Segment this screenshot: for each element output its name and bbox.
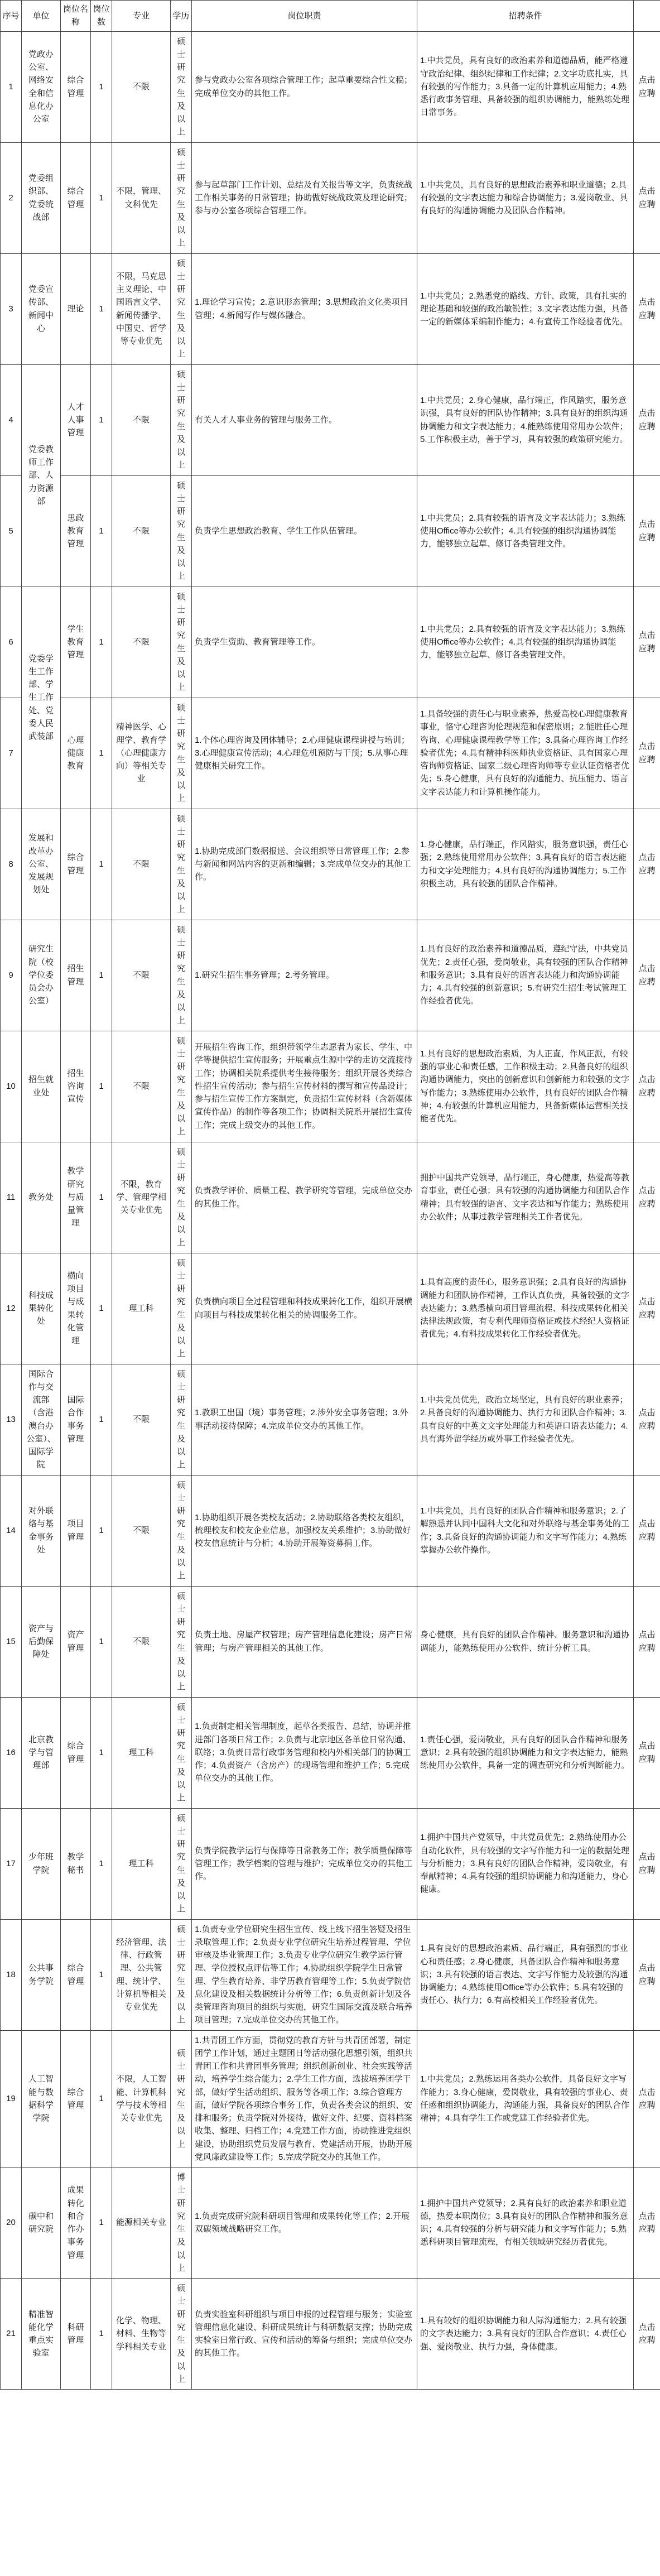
job-requirements: 1.中共党员，具有良好的团队合作精神和服务意识；2.了解熟悉并认同中国科大文化和对外联络与基金事务处的工作；3.具备良好的沟通协调能力和文字写作能力；4.熟练掌握办公软件操作。 <box>417 1475 634 1586</box>
table-row <box>1 364 660 475</box>
job-requirements: 1.具有良好的思想政治素质、品行端正，具有强烈的事业心和责任感；2.身心健康，具备团队合作精神和服务意识；3.具有较强的语言表达、文字写作能力及较强的沟通协调能力；4.熟练使用Office等办公软件；5.具有较强的责任心、执行力；6.有高校相关工作经验者优先。 <box>417 1919 634 2030</box>
education-requirement: 硕士研究生及以上 <box>171 253 192 364</box>
major-requirement: 不限 <box>112 31 171 142</box>
position-name: 综合管理 <box>61 1697 91 1808</box>
apply-link[interactable]: 点击应聘 <box>638 742 656 765</box>
education-requirement: 硕士研究生及以上 <box>171 31 192 142</box>
unit-name: 教务处 <box>22 1142 61 1253</box>
unit-name: 党委组织部、党委统战部 <box>22 142 61 253</box>
education-requirement: 硕士研究生及以上 <box>171 698 192 809</box>
position-count: 1 <box>91 1253 112 1364</box>
table-row <box>1 2030 660 2168</box>
apply-cell <box>634 1586 660 1697</box>
table-row <box>1 809 660 920</box>
job-requirements: 身心健康，具有良好的团队合作精神、服务意识和沟通协调能力，能熟练使用办公软件、统计分析工具。 <box>417 1586 634 1697</box>
position-count: 1 <box>91 475 112 587</box>
position-name: 人才人事管理 <box>61 364 91 475</box>
apply-cell <box>634 1475 660 1586</box>
education-requirement: 硕士研究生及以上 <box>171 809 192 920</box>
apply-cell <box>634 698 660 809</box>
major-requirement: 理工科 <box>112 1808 171 1919</box>
major-requirement: 精神医学、心理学、教育学（心理健康方向）等相关专业 <box>112 698 171 809</box>
apply-link[interactable]: 点击应聘 <box>638 1186 656 1209</box>
job-requirements: 拥护中国共产党领导，品行端正，身心健康，热爱高等教育事业，责任心强；具有较强的沟通协调能力和团队合作精神；具有较强的语言、文字表达和写作能力；熟练使用办公软件；从事过教学管理相关工作者优先。 <box>417 1142 634 1253</box>
position-count: 1 <box>91 2279 112 2390</box>
job-duties: 负责学院教学运行与保障等日常教务工作；教学质量保障等管理工作；教学档案的管理与维护；完成单位交办的其他工作。 <box>192 1808 417 1919</box>
header-unit: 单位 <box>22 1 61 32</box>
apply-link[interactable]: 点击应聘 <box>638 2087 656 2110</box>
unit-name: 少年班学院 <box>22 1808 61 1919</box>
unit-name: 党委教师工作部、人力资源部 <box>22 364 61 587</box>
unit-name: 发展和改革办公室、发展规划处 <box>22 809 61 920</box>
table-row <box>1 253 660 364</box>
row-number: 16 <box>1 1697 22 1808</box>
apply-cell <box>634 1031 660 1142</box>
education-requirement: 硕士研究生及以上 <box>171 2279 192 2390</box>
position-count: 1 <box>91 1364 112 1475</box>
row-number: 19 <box>1 2030 22 2168</box>
unit-name: 碳中和研究院 <box>22 2168 61 2279</box>
table-row <box>1 1253 660 1364</box>
apply-link[interactable]: 点击应聘 <box>638 1852 656 1875</box>
position-name: 国际合作事务管理 <box>61 1364 91 1475</box>
job-requirements: 1.中共党员；2.熟练运用各类办公软件，具备良好文字写作能力；3.身心健康，爱岗敬业，具有较强的事业心、责任感和组织协调能力，沟通能力强，具备良好的团队合作精神；4.具有学生工作或党建工作经验者优先。 <box>417 2030 634 2168</box>
header-major: 专业 <box>112 1 171 32</box>
position-name: 成果转化和合作办事务管理 <box>61 2168 91 2279</box>
job-duties: 负责横向项目全过程管理和科技成果转化工作，组织开展横向项目与科技成果转化相关的协调服务工作。 <box>192 1253 417 1364</box>
job-duties: 1.协助组织开展各类校友活动；2.协助联络各类校友组织，梳理校友和校友企业信息，加强校友关系维护；3.协助做好校友信息统计与分析；4.协助开展筹资募捐工作。 <box>192 1475 417 1586</box>
job-requirements: 1.拥护中国共产党领导，中共党员优先；2.熟练使用办公自动化软件，具有较强的文字写作能力和一定的数据处理与分析能力；3.具有良好的团队合作精神，爱岗敬业，有奉献精神；4.具有较强的组织协调能力和沟通能力，身心健康。 <box>417 1808 634 1919</box>
education-requirement: 硕士研究生及以上 <box>171 2030 192 2168</box>
apply-link[interactable]: 点击应聘 <box>638 964 656 987</box>
row-number: 13 <box>1 1364 22 1475</box>
apply-cell <box>634 364 660 475</box>
apply-link[interactable]: 点击应聘 <box>638 297 656 320</box>
apply-link[interactable]: 点击应聘 <box>638 1075 656 1098</box>
position-name: 横向项目与成果转化管理 <box>61 1253 91 1364</box>
job-requirements: 1.中共党员，具有良好的思想政治素养和职业道德；2.具有较强的文字表达能力和综合协调能力；3.爱岗敬业、具有良好的沟通协调能力及团队合作精神。 <box>417 142 634 253</box>
position-name: 综合管理 <box>61 142 91 253</box>
position-name: 教学研究与质量管理 <box>61 1142 91 1253</box>
position-name: 思政教育管理 <box>61 475 91 587</box>
table-row <box>1 1697 660 1808</box>
major-requirement: 不限 <box>112 475 171 587</box>
position-name: 综合管理 <box>61 1919 91 2030</box>
row-number: 10 <box>1 1031 22 1142</box>
apply-link[interactable]: 点击应聘 <box>638 1741 656 1764</box>
row-number: 7 <box>1 698 22 809</box>
position-count: 1 <box>91 2168 112 2279</box>
major-requirement: 理工科 <box>112 1697 171 1808</box>
unit-name: 科技成果转化处 <box>22 1253 61 1364</box>
education-requirement: 硕士研究生及以上 <box>171 1142 192 1253</box>
position-name: 招生咨询宣传 <box>61 1031 91 1142</box>
position-name: 综合管理 <box>61 809 91 920</box>
apply-link[interactable]: 点击应聘 <box>638 2322 656 2345</box>
major-requirement: 不限 <box>112 364 171 475</box>
job-duties: 负责学生资助、教育管理等工作。 <box>192 587 417 698</box>
education-requirement: 硕士研究生及以上 <box>171 1808 192 1919</box>
position-name: 心理健康教育 <box>61 698 91 809</box>
apply-cell <box>634 1697 660 1808</box>
table-row <box>1 31 660 142</box>
row-number: 6 <box>1 587 22 698</box>
job-requirements: 1.中共党员；2.具有较强的语言及文字表达能力；3.熟练使用Office等办公软件；4.具有较强的组织沟通协调能力，能够独立起草、修订各类管理文件。 <box>417 587 634 698</box>
education-requirement: 硕士研究生及以上 <box>171 364 192 475</box>
position-name: 科研管理 <box>61 2279 91 2390</box>
job-requirements: 1.具有高度的责任心，服务意识强；2.具有良好的沟通协调能力和团队协作精神，工作认真负责，具备较强的文字表达能力；3.熟悉横向项目管理流程、科技成果转化相关法律法规政策，有专利代理师资格证或技术经纪人资格证者优先；4.有科技成果转化工作经验者优先。 <box>417 1253 634 1364</box>
table-row <box>1 1364 660 1475</box>
table-row <box>1 1142 660 1253</box>
row-number: 8 <box>1 809 22 920</box>
header-pos: 岗位名称 <box>61 1 91 32</box>
table-row <box>1 698 660 809</box>
job-requirements: 1.具备较强的责任心与职业素养，热爱高校心理健康教育事业，恪守心理咨询伦理规范和保密原则；2.能胜任心理咨询、心理健康课程教学等工作；3.具备心理咨询工作经验者优先；4.具有精神科医师执业资格证、具有国家心理咨询师资格证、国家二级心理咨询师等专业认证资格者优先；5.身心健康，具有良好的沟通能力、抗压能力、语言文字表达能力和计算机操作能力。 <box>417 698 634 809</box>
education-requirement: 博士研究生及以上 <box>171 2168 192 2279</box>
major-requirement: 理工科 <box>112 1253 171 1364</box>
apply-link[interactable]: 点击应聘 <box>638 1408 656 1431</box>
apply-link[interactable]: 点击应聘 <box>638 1630 656 1653</box>
position-count: 1 <box>91 364 112 475</box>
job-duties: 参与起草部门工作计划、总结及有关报告等文字，负责统战工作相关事务的日常管理；协助做好统战政策及理论研究；参与办公室各项综合管理工作。 <box>192 142 417 253</box>
job-duties: 开展招生咨询工作，组织带领学生志愿者为家长、学生、中学等提供招生宣传服务；开展重点生源中学的走访交流接待工作；协调相关院系提供考生接待服务；组织开展各类综合性招生宣传活动；参与招生宣传材料的撰写和宣传品设计；参与招生宣传工作方案制定，负责招生宣传材料（含新媒体宣传作品）的制作等各项工作；协调相关院系开展招生宣传工作；完成上级交办的其他工作。 <box>192 1031 417 1142</box>
job-requirements: 1.具有良好的政治素养和道德品质，遵纪守法，中共党员优先；2.责任心强，爱岗敬业，具有较强的团队合作精神和服务意识；3.具有良好的语言表达能力和沟通协调能力；4.具有较强的创新意识；5.有研究生招生考试管理工作经验者优先。 <box>417 920 634 1031</box>
row-number: 14 <box>1 1475 22 1586</box>
apply-link[interactable]: 点击应聘 <box>638 186 656 209</box>
major-requirement: 不限，马克思主义理论、中国语言文学、新闻传播学、中国史、哲学等专业优先 <box>112 253 171 364</box>
apply-cell <box>634 142 660 253</box>
unit-name: 精准智能化学重点实验室 <box>22 2279 61 2390</box>
education-requirement: 硕士研究生及以上 <box>171 475 192 587</box>
job-duties: 1.共青团工作方面，贯彻党的教育方针与共青团部署，制定团学工作计划，通过主题团日等活动强化思想引领，组织共青团工作和共青团事务管理；组织创新创业、社会实践等活动，培养学生综合能力；2.学生工作方面，选拔培养团学干部，做好学生活动组织、服务等各项工作；3.综合管理方面，做好学院各项综合事务工作，负责各类会议的组织、安排和服务；负责学院对外接待，做好文件、纪要、资料档案收集、整理、归档工作；4.党建工作方面，协助推进党组织建设，协助组织党员发展与教育、党建活动开展，协助开展党风廉政建设等工作；5.完成学院交办的其他工作。 <box>192 2030 417 2168</box>
apply-cell <box>634 2279 660 2390</box>
apply-cell <box>634 1364 660 1475</box>
apply-cell <box>634 1808 660 1919</box>
apply-link[interactable]: 点击应聘 <box>638 631 656 653</box>
education-requirement: 硕士研究生及以上 <box>171 587 192 698</box>
job-requirements: 1.具有较好的组织协调能力和人际沟通能力；2.具有较强的文字表达能力；3.具有良好的团队合作意识；4.责任心强、爱岗敬业、执行力强，身体健康。 <box>417 2279 634 2390</box>
job-requirements: 1.拥护中国共产党领导；2.具有良好的政治素养和职业道德，热爱本职岗位；3.具有良好的团队合作精神和服务意识；4.具有较强的分析与研究能力和文字写作能力；5.熟悉科研项目管理流程，有相关领域研究经历者优先。 <box>417 2168 634 2279</box>
apply-link[interactable]: 点击应聘 <box>638 75 656 98</box>
unit-name: 党政办公室、网络安全和信息化办公室 <box>22 31 61 142</box>
major-requirement: 不限 <box>112 1586 171 1697</box>
position-count: 1 <box>91 587 112 698</box>
unit-name: 北京教学与管理部 <box>22 1697 61 1808</box>
education-requirement: 硕士研究生及以上 <box>171 142 192 253</box>
apply-link[interactable]: 点击应聘 <box>638 520 656 542</box>
job-duties: 1.个体心理咨询及团体辅导；2.心理健康课程讲授与培训；3.心理健康宣传活动；4.心理危机预防与干预；5.从事心理健康相关研究工作。 <box>192 698 417 809</box>
position-count: 1 <box>91 1697 112 1808</box>
education-requirement: 硕士研究生及以上 <box>171 1586 192 1697</box>
unit-name: 国际合作与交流部（含港澳台办公室）、国际学院 <box>22 1364 61 1475</box>
table-row <box>1 1475 660 1586</box>
position-name: 综合管理 <box>61 2030 91 2168</box>
apply-link[interactable]: 点击应聘 <box>638 408 656 431</box>
position-count: 1 <box>91 31 112 142</box>
unit-name: 党委学生工作部、学生工作处、党委人民武装部 <box>22 587 61 809</box>
row-number: 9 <box>1 920 22 1031</box>
unit-name: 党委宣传部、新闻中心 <box>22 253 61 364</box>
job-requirements: 1.中共党员；2.熟悉党的路线、方针、政策，具有扎实的理论基础和较强的政治敏锐性；3.文字表达能力强，具备一定的新媒体采编制作能力；4.有宣传工作经验者优先。 <box>417 253 634 364</box>
job-requirements: 1.中共党员，具有良好的政治素养和道德品质，能严格遵守政治纪律、组织纪律和工作纪律；2.文字功底扎实，具有较强的写作能力；3.具备一定的计算机应用能力；4.熟悉行政事务管理、具备较强的组织协调能力，能熟练处理日常事务。 <box>417 31 634 142</box>
position-count: 1 <box>91 1808 112 1919</box>
header-num: 序号 <box>1 1 22 32</box>
row-number: 21 <box>1 2279 22 2390</box>
row-number: 2 <box>1 142 22 253</box>
education-requirement: 硕士研究生及以上 <box>171 1364 192 1475</box>
position-name: 教学秘书 <box>61 1808 91 1919</box>
table-row <box>1 475 660 587</box>
major-requirement: 不限，人工智能、计算机科学与技术等相关专业优先 <box>112 2030 171 2168</box>
job-requirements: 1.中共党员；2.具有较强的语言及文字表达能力；3.熟练使用Office等办公软件；4.具有较强的组织沟通协调能力，能够独立起草、修订各类管理文件。 <box>417 475 634 587</box>
education-requirement: 硕士研究生及以上 <box>171 920 192 1031</box>
job-duties: 负责学生思想政治教育、学生工作队伍管理。 <box>192 475 417 587</box>
education-requirement: 硕士研究生及以上 <box>171 1697 192 1808</box>
unit-name: 对外联络与基金事务处 <box>22 1475 61 1586</box>
job-duties: 1.教职工出国（境）事务管理；2.涉外安全事务管理；3.外事活动接待保障；4.完成单位交办的其他工作。 <box>192 1364 417 1475</box>
unit-name: 资产与后勤保障处 <box>22 1586 61 1697</box>
position-count: 1 <box>91 1142 112 1253</box>
header-cnt: 岗位数 <box>91 1 112 32</box>
apply-link[interactable]: 点击应聘 <box>638 1963 656 1986</box>
apply-cell <box>634 920 660 1031</box>
education-requirement: 硕士研究生及以上 <box>171 1475 192 1586</box>
apply-cell <box>634 1253 660 1364</box>
job-duties: 1.研究生招生事务管理；2.考务管理。 <box>192 920 417 1031</box>
position-name: 资产管理 <box>61 1586 91 1697</box>
position-name: 项目管理 <box>61 1475 91 1586</box>
table-row <box>1 1808 660 1919</box>
table-row <box>1 1586 660 1697</box>
row-number: 15 <box>1 1586 22 1697</box>
major-requirement: 不限 <box>112 809 171 920</box>
apply-cell <box>634 475 660 587</box>
header-duty: 岗位职责 <box>192 1 417 32</box>
position-count: 1 <box>91 1919 112 2030</box>
table-body <box>1 31 660 2390</box>
position-count: 1 <box>91 2030 112 2168</box>
unit-name: 招生就业处 <box>22 1031 61 1142</box>
major-requirement: 不限 <box>112 587 171 698</box>
apply-cell <box>634 31 660 142</box>
row-number: 11 <box>1 1142 22 1253</box>
apply-link[interactable]: 点击应聘 <box>638 1297 656 1320</box>
job-duties: 1.负责制定相关管理制度，起草各类报告、总结，协调并推进部门各项日常工作；2.负责与北京地区各单位日常沟通、联络；3.负责日常行政事务管理和校内外相关部门的协调工作；4.负责资产（含房产）的现场管理和维护工作；5.完成单位交办的其他工作。 <box>192 1697 417 1808</box>
job-requirements: 1.责任心强，爱岗敬业，具有良好的团队合作精神和服务意识；2.具有较强的组织协调能力和文字表达能力，能熟练使用办公软件，具备一定的调查研究和分析判断能力。 <box>417 1697 634 1808</box>
row-number: 1 <box>1 31 22 142</box>
apply-link[interactable]: 点击应聘 <box>638 1519 656 1542</box>
job-duties: 1.负责专业学位研究生招生宣传、线上线下招生答疑及招生录取管理工作；2.负责专业学位研究生培养过程管理、学位审核及毕业管理工作；3.负责专业学位研究生教学运行管理、学位授权点评估等工作；4.协助组织学院学生日常管理、学生教育培养、非学历教育管理等工作；5.负责学院信息化建设及相关数据统计分析等工作；6.负责创新计划及各类管理咨询项目的组织与实施，研究生国际交流及联合培养项目管理；7.完成单位交办的其他工作。 <box>192 1919 417 2030</box>
job-duties: 参与党政办公室各项综合管理工作；起草重要综合性文稿；完成单位交办的其他工作。 <box>192 31 417 142</box>
position-name: 理论 <box>61 253 91 364</box>
major-requirement: 不限，教育学、管理学相关专业优先 <box>112 1142 171 1253</box>
major-requirement: 能源相关专业 <box>112 2168 171 2279</box>
table-header-row <box>1 1 660 32</box>
job-requirements: 1.身心健康，品行端正，作风踏实，服务意识强，责任心强；2.熟练使用常用办公软件；3.具有良好的语言表达能力和文字处理能力；4.具有良好的沟通协调能力；5.工作积极主动，具有较强的团队合作精神。 <box>417 809 634 920</box>
header-req: 招聘条件 <box>417 1 634 32</box>
job-requirements: 1.中共党员；2.身心健康，品行端正，作风踏实，服务意识强，具有良好的团队协作精神；3.具有良好的组织沟通协调能力和文字表达能力；4.能熟练使用常用办公软件；5.工作积极主动，善于学习，具有较强的政策研究能力。 <box>417 364 634 475</box>
header-link <box>634 1 660 32</box>
position-count: 1 <box>91 809 112 920</box>
major-requirement: 经济管理、法律、行政管理、公共管理、统计学、计算机等相关专业优先 <box>112 1919 171 2030</box>
job-duties: 1.负责完成研究院科研项目管理和成果转化等工作；2.开展双碳领域战略研究工作。 <box>192 2168 417 2279</box>
apply-cell <box>634 587 660 698</box>
row-number: 5 <box>1 475 22 587</box>
major-requirement: 不限 <box>112 1475 171 1586</box>
unit-name: 人工智能与数据科学学院 <box>22 2030 61 2168</box>
major-requirement: 不限 <box>112 920 171 1031</box>
unit-name: 公共事务学院 <box>22 1919 61 2030</box>
position-name: 学生教育管理 <box>61 587 91 698</box>
apply-link[interactable]: 点击应聘 <box>638 853 656 876</box>
apply-cell <box>634 1919 660 2030</box>
apply-cell <box>634 1142 660 1253</box>
apply-cell <box>634 809 660 920</box>
position-name: 综合管理 <box>61 31 91 142</box>
table-row <box>1 1919 660 2030</box>
apply-cell <box>634 2030 660 2168</box>
table-row <box>1 920 660 1031</box>
major-requirement: 不限 <box>112 1031 171 1142</box>
table-row <box>1 587 660 698</box>
apply-cell <box>634 253 660 364</box>
education-requirement: 硕士研究生及以上 <box>171 1919 192 2030</box>
position-count: 1 <box>91 142 112 253</box>
position-name: 招生管理 <box>61 920 91 1031</box>
position-count: 1 <box>91 1586 112 1697</box>
job-requirements: 1.具有良好的思想政治素质，为人正直，作风正派，有较强的事业心和责任感，工作积极主动；2.具备良好的组织沟通协调能力，突出的创新意识和创新能力和较强的文字写作能力；3.熟练使用办公软件，具有良好的团队合作精神；4.有较强的计算机应用能力，具备新媒体运营相关技能者优先。 <box>417 1031 634 1142</box>
position-count: 1 <box>91 253 112 364</box>
position-count: 1 <box>91 1031 112 1142</box>
table-row <box>1 1031 660 1142</box>
row-number: 18 <box>1 1919 22 2030</box>
table-row <box>1 142 660 253</box>
position-count: 1 <box>91 698 112 809</box>
major-requirement: 不限，管理、文科优先 <box>112 142 171 253</box>
row-number: 4 <box>1 364 22 475</box>
position-count: 1 <box>91 920 112 1031</box>
row-number: 17 <box>1 1808 22 1919</box>
education-requirement: 硕士研究生及以上 <box>171 1031 192 1142</box>
unit-name: 研究生院（校学位委员会办公室） <box>22 920 61 1031</box>
job-duties: 有关人才人事业务的管理与服务工作。 <box>192 364 417 475</box>
row-number: 20 <box>1 2168 22 2279</box>
job-duties: 负责教学评价、质量工程、教学研究等管理，完成单位交办的其他工作。 <box>192 1142 417 1253</box>
major-requirement: 化学、物理、材料、生物等学科相关专业 <box>112 2279 171 2390</box>
apply-cell <box>634 2168 660 2279</box>
job-duties: 1.协助完成部门数据报送、会议组织等日常管理工作；2.参与新闻和网站内容的更新和编辑；3.完成单位交办的其他工作。 <box>192 809 417 920</box>
job-requirements: 1.中共党员优先，政治立场坚定，具有良好的职业素养；2.具备良好的沟通协调能力、执行力和团队合作精神；3.具有良好的中英文文字处理能力和英语口语表达能力；4.具有海外留学经历或外事工作经验者优先。 <box>417 1364 634 1475</box>
position-count: 1 <box>91 1475 112 1586</box>
apply-link[interactable]: 点击应聘 <box>638 2211 656 2234</box>
row-number: 3 <box>1 253 22 364</box>
table-row <box>1 2279 660 2390</box>
job-duties: 负责实验室科研组织与项目申报的过程管理与服务；实验室管理信息化建设、科研成果统计与科研数据支撑；协助完成实验室日常行政、宣传和活动的筹备与组织；完成单位交办的其他工作。 <box>192 2279 417 2390</box>
major-requirement: 不限 <box>112 1364 171 1475</box>
job-duties: 1.理论学习宣传；2.意识形态管理；3.思想政治文化类项目管理；4.新闻写作与媒体融合。 <box>192 253 417 364</box>
table-row <box>1 2168 660 2279</box>
education-requirement: 硕士研究生及以上 <box>171 1253 192 1364</box>
row-number: 12 <box>1 1253 22 1364</box>
header-edu: 学历 <box>171 1 192 32</box>
job-duties: 负责土地、房屋产权管理；房产管理信息化建设；房产日常管理；与房产管理相关的其他工作。 <box>192 1586 417 1697</box>
